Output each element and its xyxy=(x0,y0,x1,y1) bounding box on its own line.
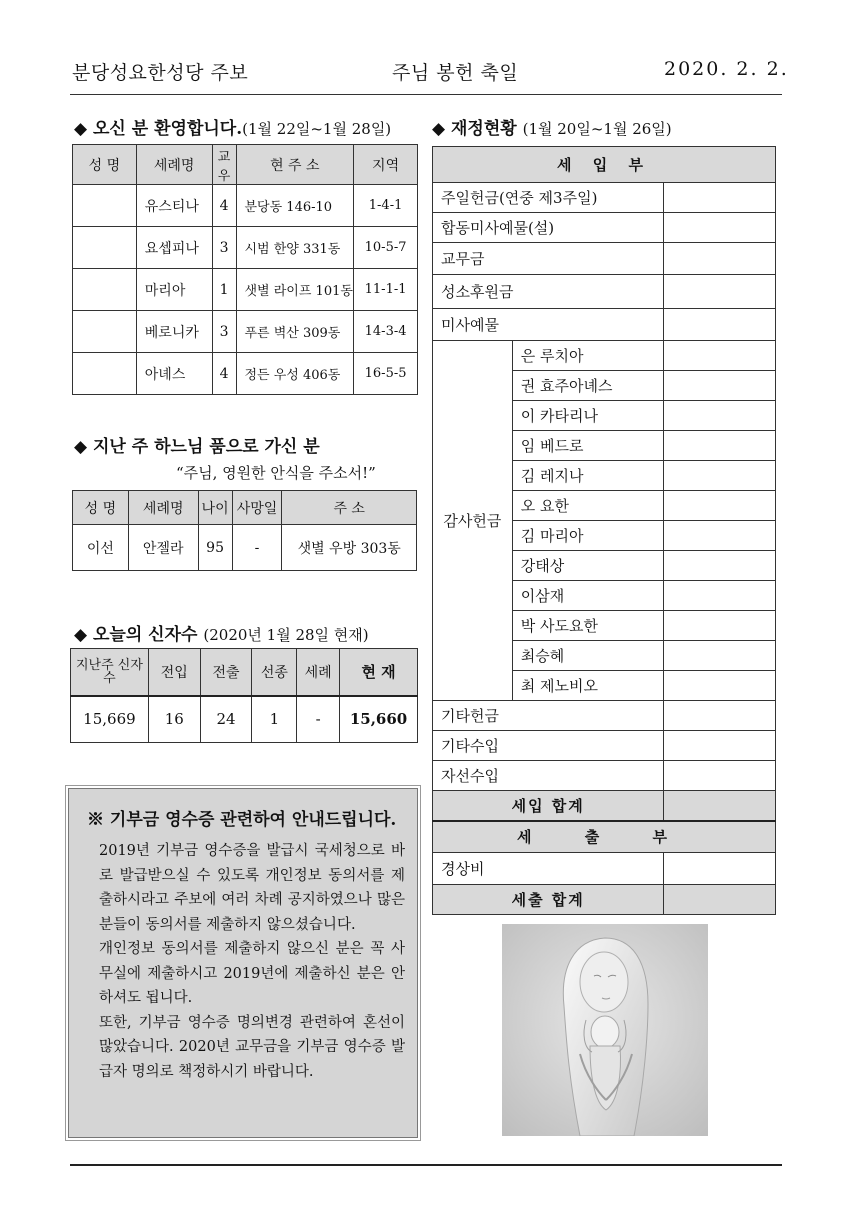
cell: 유스티나 xyxy=(136,185,212,227)
visitors-table xyxy=(72,144,418,395)
income-label: 미사예물 xyxy=(433,309,664,341)
cell: 24 xyxy=(200,696,252,743)
believers-subtitle: (2020년 1월 28일 현재) xyxy=(203,626,369,644)
table-row xyxy=(73,311,418,353)
table-row xyxy=(71,696,418,743)
current-count: 15,660 xyxy=(340,696,418,743)
income-label: 교무금 xyxy=(433,243,664,275)
table-row xyxy=(433,761,776,791)
income-label: 성소후원금 xyxy=(433,275,664,309)
issue-date: 2020. 2. 2. xyxy=(664,58,789,80)
amount-cell xyxy=(664,731,776,761)
feast-title: 주님 봉헌 축일 xyxy=(392,62,519,84)
cell: - xyxy=(232,525,282,571)
notice-paragraph: 개인정보 동의서를 제출하지 않으신 분은 꼭 사무실에 제출하시고 2019년에 제출하신 분은 안하셔도 됩니다. xyxy=(99,941,405,1006)
deceased-quote: “주님, 영원한 안식을 주소서!” xyxy=(176,464,376,482)
believers-header-row xyxy=(71,649,418,696)
amount-cell xyxy=(664,243,776,275)
cell: 11-1-1 xyxy=(354,269,418,311)
cell: - xyxy=(297,696,340,743)
table-row xyxy=(433,183,776,213)
amount-cell xyxy=(664,671,776,701)
col-baptismal-name: 세례명 xyxy=(136,145,212,185)
cell: 시범 한양 331동 xyxy=(236,227,354,269)
amount-cell xyxy=(664,183,776,213)
donor-name: 최 제노비오 xyxy=(512,671,664,701)
table-row xyxy=(73,185,418,227)
amount-cell xyxy=(664,551,776,581)
visitors-header-row xyxy=(73,145,418,185)
expense-total-label: 세출 합계 xyxy=(433,885,664,915)
donor-name: 이삼재 xyxy=(512,581,664,611)
deceased-header-row xyxy=(73,491,417,525)
amount-cell xyxy=(664,401,776,431)
cell: 베로니카 xyxy=(136,311,212,353)
notice-body xyxy=(99,839,405,1084)
donor-name: 박 사도요한 xyxy=(512,611,664,641)
amount-cell xyxy=(664,853,776,885)
cell: 안젤라 xyxy=(128,525,198,571)
expense-total-row xyxy=(433,885,776,915)
donor-name: 은 루치아 xyxy=(512,341,664,371)
amount-cell xyxy=(664,491,776,521)
donor-name: 권 효주아녜스 xyxy=(512,371,664,401)
cell: 1-4-1 xyxy=(354,185,418,227)
col-current: 현 재 xyxy=(340,649,418,696)
believers-table xyxy=(70,648,418,743)
income-total-row xyxy=(433,791,776,821)
table-row xyxy=(433,275,776,309)
cell: 아녜스 xyxy=(136,353,212,395)
cell: 푸른 벽산 309동 xyxy=(236,311,354,353)
cell: 3 xyxy=(212,227,236,269)
thanks-offering-label: 감사헌금 xyxy=(433,341,513,701)
col-address: 주 소 xyxy=(282,491,417,525)
cell: 분당동 146-10 xyxy=(236,185,354,227)
table-row xyxy=(73,353,418,395)
amount-cell xyxy=(664,641,776,671)
amount-cell xyxy=(664,611,776,641)
footer-rule xyxy=(70,1164,782,1166)
donor-name: 김 마리아 xyxy=(512,521,664,551)
donor-name: 김 레지나 xyxy=(512,461,664,491)
bulletin-name: 분당성요한성당 주보 xyxy=(72,62,249,84)
amount-cell xyxy=(664,761,776,791)
finance-table xyxy=(432,146,776,915)
deceased-title: ◆ 지난 주 하느님 품으로 가신 분 xyxy=(74,437,320,457)
visitors-title-text: ◆ 오신 분 환영합니다. xyxy=(74,119,243,139)
expense-header-row xyxy=(433,821,776,853)
believers-title xyxy=(74,620,369,645)
cell: 16 xyxy=(148,696,200,743)
table-row xyxy=(433,701,776,731)
cell: 1 xyxy=(212,269,236,311)
col-name: 성 명 xyxy=(73,491,129,525)
amount-cell xyxy=(664,309,776,341)
cell: 4 xyxy=(212,185,236,227)
table-row xyxy=(433,213,776,243)
col-last-week: 지난주 신자수 xyxy=(71,649,149,696)
cell: 15,669 xyxy=(71,696,149,743)
income-header: 세 입 부 xyxy=(433,147,776,183)
amount-cell xyxy=(664,213,776,243)
cell xyxy=(73,227,137,269)
cell: 샛별 라이프 101동 xyxy=(236,269,354,311)
visitors-title xyxy=(74,114,391,139)
income-label: 주일헌금(연중 제3주일) xyxy=(433,183,664,213)
finance-title xyxy=(432,114,672,139)
table-row xyxy=(433,243,776,275)
expense-header: 세 출 부 xyxy=(433,821,776,853)
finance-period: (1월 20일~1월 26일) xyxy=(522,120,672,138)
col-name: 성 명 xyxy=(73,145,137,185)
col-baptisms: 세례 xyxy=(297,649,340,696)
donor-name: 이 카타리나 xyxy=(512,401,664,431)
notice-paragraph: 또한, 기부금 영수증 명의변경 관련하여 혼선이 많았습니다. 2020년 교무금을 기부금 영수증 발급자 명의로 책정하시기 바랍니다. xyxy=(99,1014,405,1080)
amount-cell xyxy=(664,701,776,731)
col-members: 교우 xyxy=(212,145,236,185)
col-region: 지역 xyxy=(354,145,418,185)
amount-cell xyxy=(664,581,776,611)
donor-name: 강태상 xyxy=(512,551,664,581)
header-rule xyxy=(70,94,782,95)
deceased-table xyxy=(72,490,417,571)
col-death-date: 사망일 xyxy=(232,491,282,525)
cell: 14-3-4 xyxy=(354,311,418,353)
amount-cell xyxy=(664,371,776,401)
col-baptismal-name: 세례명 xyxy=(128,491,198,525)
finance-title-text: ◆ 재정현황 xyxy=(432,119,517,139)
table-row xyxy=(73,227,418,269)
col-address: 현 주 소 xyxy=(236,145,354,185)
table-row xyxy=(433,309,776,341)
col-transfer-in: 전입 xyxy=(148,649,200,696)
col-transfer-out: 전출 xyxy=(200,649,252,696)
amount-cell xyxy=(664,461,776,491)
cell: 정든 우성 406동 xyxy=(236,353,354,395)
cell: 1 xyxy=(252,696,297,743)
cell: 요셉피나 xyxy=(136,227,212,269)
expense-label: 경상비 xyxy=(433,853,664,885)
income-label: 합동미사예물(설) xyxy=(433,213,664,243)
donor-name: 임 베드로 xyxy=(512,431,664,461)
amount-cell xyxy=(664,791,776,821)
income-label: 기타수입 xyxy=(433,731,664,761)
cell: 4 xyxy=(212,353,236,395)
cell: 이선 xyxy=(73,525,129,571)
income-header-row xyxy=(433,147,776,183)
col-deaths: 선종 xyxy=(252,649,297,696)
table-row xyxy=(433,853,776,885)
table-row xyxy=(433,341,776,371)
notice-title: ※ 기부금 영수증 관련하여 안내드립니다. xyxy=(87,810,397,830)
cell: 95 xyxy=(198,525,232,571)
cell: 10-5-7 xyxy=(354,227,418,269)
table-row xyxy=(73,269,418,311)
amount-cell xyxy=(664,275,776,309)
cell xyxy=(73,311,137,353)
income-label: 자선수입 xyxy=(433,761,664,791)
cell: 16-5-5 xyxy=(354,353,418,395)
donor-name: 오 요한 xyxy=(512,491,664,521)
notice-paragraph: 2019년 기부금 영수증을 발급시 국세청으로 바로 발급받으실 수 있도록 개인정보 동의서를 제출하시라고 주보에 여러 차례 공지하였으나 많은 분들이 동의서를 제출하지 않으셨습니다. xyxy=(99,843,405,933)
cell: 마리아 xyxy=(136,269,212,311)
cell xyxy=(73,269,137,311)
amount-cell xyxy=(664,521,776,551)
cell: 샛별 우방 303동 xyxy=(282,525,417,571)
table-row xyxy=(73,525,417,571)
donation-receipt-notice xyxy=(68,788,418,1138)
visitors-period: (1월 22일~1월 28일) xyxy=(242,120,392,138)
income-total-label: 세입 합계 xyxy=(433,791,664,821)
amount-cell xyxy=(664,341,776,371)
madonna-statue-photo xyxy=(502,924,708,1136)
cell: 3 xyxy=(212,311,236,353)
cell xyxy=(73,353,137,395)
col-age: 나이 xyxy=(198,491,232,525)
income-label: 기타헌금 xyxy=(433,701,664,731)
table-row xyxy=(433,731,776,761)
donor-name: 최승혜 xyxy=(512,641,664,671)
believers-title-text: ◆ 오늘의 신자수 xyxy=(74,625,198,645)
cell xyxy=(73,185,137,227)
amount-cell xyxy=(664,885,776,915)
amount-cell xyxy=(664,431,776,461)
